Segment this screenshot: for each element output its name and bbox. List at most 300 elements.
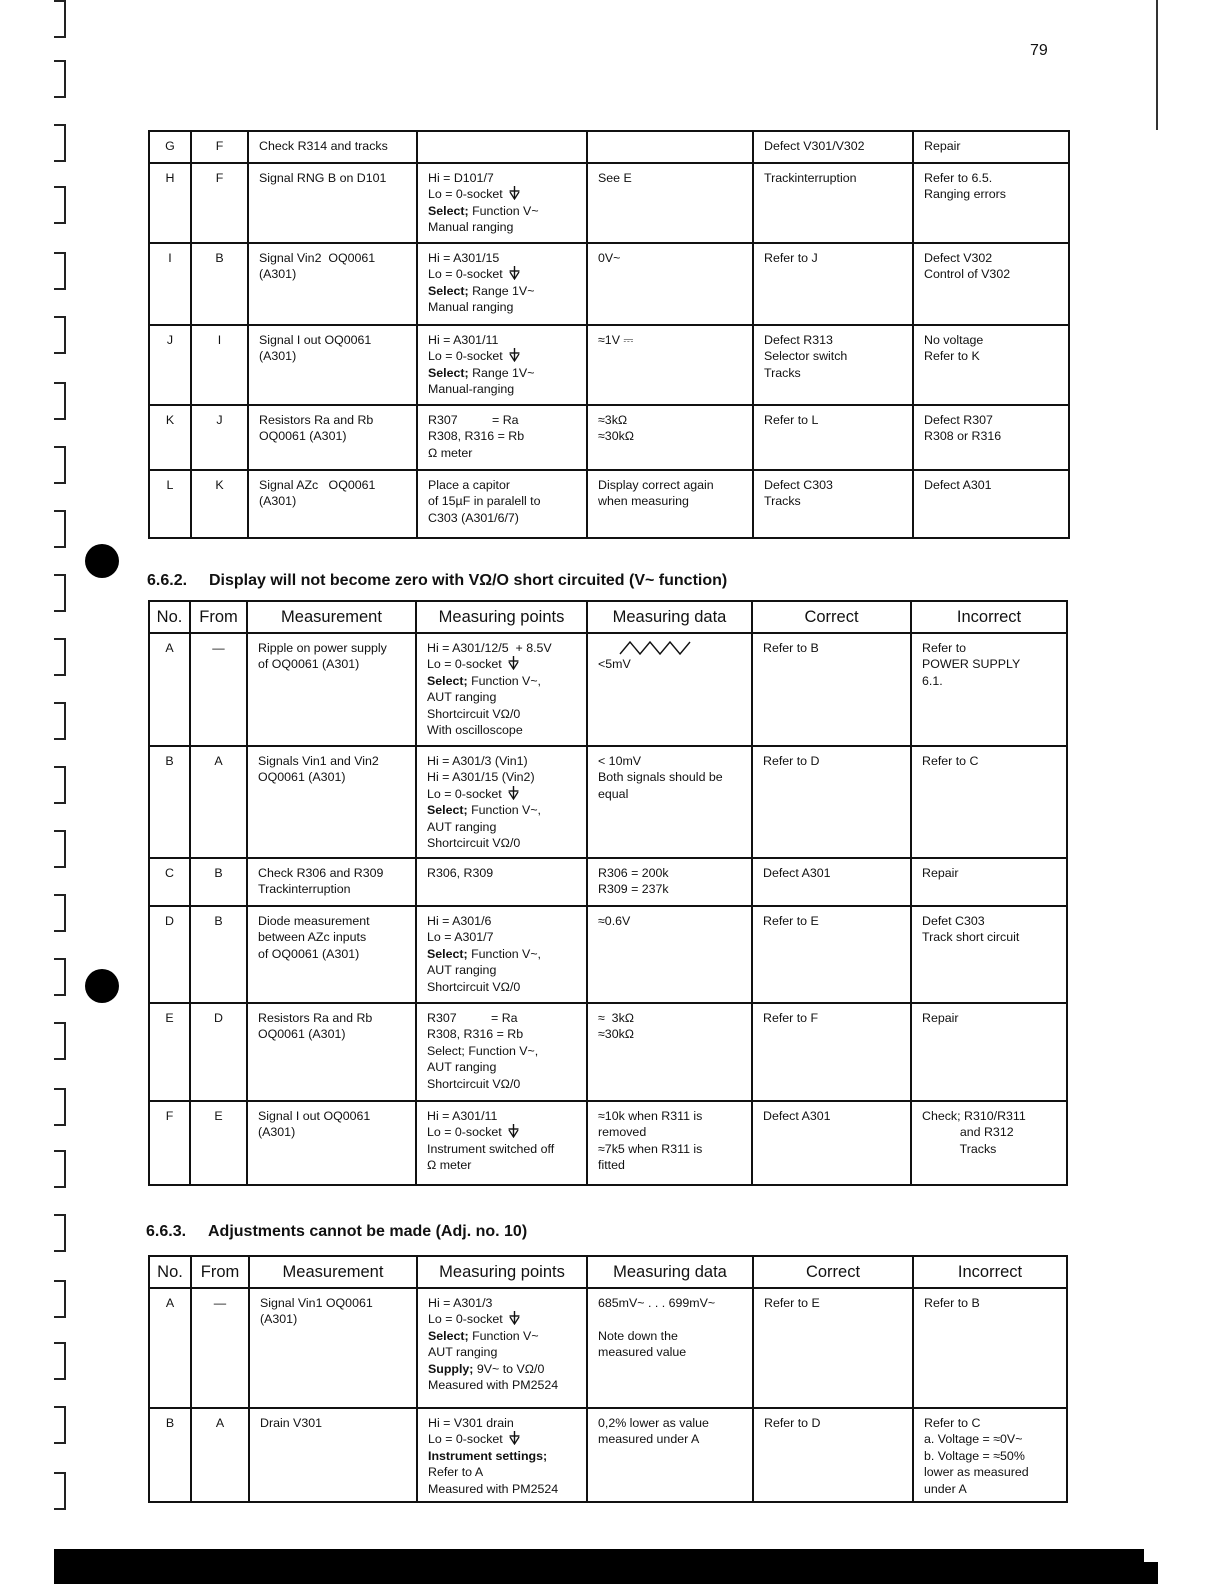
header-measuring-data: Measuring data — [587, 601, 752, 633]
measuring-point-line — [427, 1059, 578, 1075]
measurement-cell — [248, 163, 417, 243]
binder-mark — [54, 1342, 66, 1380]
header-measurement: Measurement — [249, 1256, 417, 1288]
binder-mark — [54, 60, 66, 98]
incorrect-line: Tracks — [922, 1141, 997, 1156]
measuring-point-text: Hi = A301/15 (Vin2) — [427, 770, 535, 785]
measuring-point-text: Instrument switched off — [427, 1141, 555, 1156]
measuring-point-line — [427, 1026, 578, 1042]
binder-mark — [54, 766, 66, 804]
measuring-data-cell — [587, 633, 752, 746]
measuring-point-line — [428, 266, 578, 282]
measurement-cell — [249, 1408, 417, 1502]
header-measuring-points: Measuring points — [416, 601, 587, 633]
table-row — [149, 163, 1069, 243]
step-no-cell: A — [149, 1288, 191, 1408]
measuring-point-line — [427, 946, 578, 962]
measuring-data-cell — [587, 906, 752, 1003]
correct-line: Refer to D — [763, 754, 820, 768]
measuring-point-line — [427, 689, 578, 705]
measurement-line: Check R306 and R309 — [258, 866, 384, 880]
measuring-data-cell — [587, 243, 753, 325]
measuring-point-text: Lo = 0-socket — [427, 786, 502, 801]
correct-line: Defect R313 — [764, 333, 833, 347]
incorrect-cell — [913, 131, 1069, 163]
from-step-cell: I — [191, 325, 248, 405]
measuring-point-text: Shortcircuit VΩ/0 — [427, 1076, 521, 1091]
step-no-cell: G — [149, 131, 191, 163]
incorrect-line: R308 or R316 — [924, 429, 1002, 444]
measurement-line: Resistors Ra and Rb — [258, 1011, 373, 1025]
measuring-data-cell — [587, 163, 753, 243]
incorrect-line: Control of V302 — [924, 267, 1011, 282]
measuring-data-line: 685mV~ . . . 699mV~ — [598, 1296, 716, 1310]
setting-keyword: Select; — [428, 365, 469, 380]
measuring-data-line: removed — [598, 1125, 647, 1140]
measurement-line: (A301) — [259, 267, 297, 282]
measuring-point-line — [427, 640, 578, 656]
measuring-point-line — [428, 1328, 578, 1344]
incorrect-line: Refer to — [922, 641, 967, 655]
measuring-point-line — [427, 769, 578, 785]
ground-symbol-icon — [509, 348, 520, 362]
measuring-point-line — [427, 835, 578, 851]
binder-mark — [54, 1214, 66, 1252]
header-measurement: Measurement — [247, 601, 416, 633]
correct-cell — [752, 1003, 911, 1101]
page-edge-line — [1156, 0, 1158, 130]
correct-line: Tracks — [764, 494, 801, 509]
incorrect-line: and R312 — [922, 1125, 1014, 1140]
binder-mark — [54, 1472, 66, 1510]
measuring-data-line: ≈ 3kΩ — [598, 1011, 635, 1025]
measuring-point-line — [427, 865, 578, 881]
measuring-point-line — [427, 929, 578, 945]
correct-line: Trackinterruption — [764, 171, 857, 185]
measurement-cell — [247, 746, 416, 858]
measuring-point-text: Refer to A — [428, 1465, 484, 1480]
measuring-data-line: Display correct again — [598, 478, 714, 492]
measuring-point-line — [428, 445, 578, 461]
binder-mark — [54, 958, 66, 996]
correct-line: Defect V301/V302 — [764, 139, 865, 153]
measuring-data-line: R306 = 200k — [598, 866, 669, 880]
measuring-data-line: ≈1V ⎓ — [598, 333, 634, 347]
ground-symbol-icon — [508, 656, 519, 670]
measuring-point-line — [427, 1108, 578, 1124]
from-step-cell: F — [191, 163, 248, 243]
correct-line: Refer to E — [763, 914, 819, 928]
correct-cell — [753, 1288, 913, 1408]
table-row — [149, 325, 1069, 405]
measurement-cell — [247, 1003, 416, 1101]
measuring-point-text: Hi = A301/3 — [428, 1296, 493, 1310]
measuring-point-text: Hi = A301/3 (Vin1) — [427, 754, 528, 768]
measuring-data-line: See E — [598, 171, 632, 185]
binder-mark — [54, 446, 66, 484]
measuring-data-cell — [587, 131, 753, 163]
correct-line: Defect A301 — [763, 1109, 831, 1123]
measuring-point-text: Range 1V~ — [468, 283, 535, 298]
measuring-point-line — [427, 819, 578, 835]
measuring-point-text: Function V~, — [467, 946, 541, 961]
correct-cell — [752, 906, 911, 1003]
measuring-point-line — [428, 365, 578, 381]
measuring-data-line: measured under A — [598, 1432, 700, 1447]
step-no-cell: C — [149, 858, 190, 906]
table-row — [149, 906, 1067, 1003]
correct-cell — [752, 633, 911, 746]
measuring-point-line — [427, 913, 578, 929]
measuring-points-cell — [417, 163, 587, 243]
measuring-point-line — [428, 299, 578, 315]
measuring-data-cell — [587, 1101, 752, 1185]
measuring-point-text: Hi = D101/7 — [428, 171, 494, 185]
measurement-line: of OQ0061 (A301) — [258, 657, 360, 672]
measuring-point-text: Lo = A301/7 — [427, 930, 494, 945]
measuring-points-cell — [417, 405, 587, 470]
header-incorrect: Incorrect — [913, 1256, 1067, 1288]
measuring-point-line — [428, 1295, 578, 1311]
correct-cell — [753, 325, 913, 405]
ground-symbol-icon — [509, 266, 520, 280]
measuring-point-line — [428, 219, 578, 235]
measuring-point-text: Select; Function V~, — [427, 1043, 539, 1058]
binder-mark — [54, 124, 66, 162]
setting-keyword: Select; — [427, 803, 468, 818]
table-row — [149, 405, 1069, 470]
correct-cell — [752, 858, 911, 906]
measurement-line: (A301) — [258, 1125, 296, 1140]
incorrect-cell — [911, 746, 1067, 858]
binder-mark — [54, 1280, 66, 1318]
incorrect-line: Defet C303 — [922, 914, 985, 928]
measuring-point-line — [427, 1157, 578, 1173]
measuring-point-line — [428, 1448, 578, 1464]
measuring-point-text: Lo = 0-socket — [428, 267, 503, 282]
correct-line: Tracks — [764, 365, 801, 380]
measuring-data-line: <5mV — [598, 657, 631, 671]
header-measuring-data: Measuring data — [587, 1256, 753, 1288]
correct-line: Selector switch — [764, 349, 848, 364]
incorrect-cell — [913, 163, 1069, 243]
from-step-cell: A — [191, 1408, 249, 1502]
measurement-line: Ripple on power supply — [258, 641, 387, 655]
incorrect-cell — [911, 906, 1067, 1003]
from-step-cell: B — [191, 243, 248, 325]
table-row — [149, 243, 1069, 325]
incorrect-line: Refer to B — [924, 1296, 980, 1310]
measuring-points-cell — [417, 470, 587, 538]
binder-mark — [54, 1150, 66, 1188]
troubleshooting-table-6-6-2 — [148, 600, 1068, 1186]
measurement-line: OQ0061 (A301) — [258, 1027, 346, 1042]
measuring-data-line: Both signals should be — [598, 770, 723, 785]
from-step-cell: B — [190, 858, 247, 906]
measuring-point-line — [427, 786, 578, 802]
incorrect-line: Defect V302 — [924, 251, 993, 265]
measuring-data-line — [598, 1311, 744, 1327]
incorrect-line: POWER SUPPLY — [922, 657, 1021, 672]
measurement-line: Signal I out OQ0061 — [258, 1109, 371, 1123]
measuring-point-line — [427, 1076, 578, 1092]
header-no: No. — [149, 1256, 191, 1288]
incorrect-line: Refer to K — [924, 349, 980, 364]
measurement-line: Signal Vin2 OQ0061 — [259, 251, 376, 265]
measurement-line: Check R314 and tracks — [259, 139, 388, 153]
measuring-point-text: AUT ranging — [427, 1060, 497, 1075]
measuring-data-cell — [587, 746, 752, 858]
incorrect-line: Ranging errors — [924, 187, 1006, 202]
ground-symbol-icon — [508, 1124, 519, 1138]
measuring-data-line: ≈3kΩ — [598, 413, 628, 427]
measurement-line: Trackinterruption — [258, 882, 351, 897]
measuring-data-cell — [587, 470, 753, 538]
measuring-data-line: 0V~ — [598, 251, 621, 265]
correct-line: Refer to B — [763, 641, 819, 655]
measuring-point-line — [428, 1464, 578, 1480]
measuring-point-text: AUT ranging — [427, 963, 497, 978]
measurement-line: Signals Vin1 and Vin2 — [258, 754, 379, 768]
measuring-point-text: AUT ranging — [428, 1345, 498, 1360]
measuring-point-line — [427, 722, 578, 738]
correct-line: Refer to J — [764, 251, 818, 265]
incorrect-line: b. Voltage = ≈50% — [924, 1448, 1025, 1463]
header-no: No. — [149, 601, 190, 633]
correct-cell — [753, 1408, 913, 1502]
measuring-point-text: AUT ranging — [427, 690, 497, 705]
measuring-point-line — [427, 979, 578, 995]
measuring-point-line — [428, 412, 578, 428]
measurement-line: Signal Vin1 OQ0061 — [260, 1296, 373, 1310]
binder-mark — [54, 0, 66, 38]
measuring-point-text: AUT ranging — [427, 819, 497, 834]
measuring-point-line — [428, 1481, 578, 1497]
binder-mark — [54, 830, 66, 868]
measuring-points-cell — [417, 325, 587, 405]
header-correct: Correct — [753, 1256, 913, 1288]
measuring-data-line: ≈7k5 when R311 is — [598, 1141, 703, 1156]
binder-mark — [54, 316, 66, 354]
incorrect-line: Repair — [922, 866, 959, 880]
setting-keyword: Select; — [427, 946, 468, 961]
measuring-point-line — [428, 170, 578, 186]
measuring-point-text: Manual-ranging — [428, 382, 515, 397]
measuring-point-line — [428, 381, 578, 397]
step-no-cell: D — [149, 906, 190, 1003]
from-step-cell: B — [190, 906, 247, 1003]
measuring-point-text: R307 = Ra — [428, 413, 519, 427]
measurement-cell — [248, 243, 417, 325]
measurement-line: (A301) — [259, 349, 297, 364]
binder-mark — [54, 510, 66, 548]
measurement-cell — [247, 633, 416, 746]
measuring-points-cell — [416, 858, 587, 906]
step-no-cell: J — [149, 325, 191, 405]
measuring-point-line — [428, 1361, 578, 1377]
measurement-line: of OQ0061 (A301) — [258, 946, 360, 961]
measuring-point-line — [428, 203, 578, 219]
step-no-cell: B — [149, 746, 190, 858]
continued-table — [148, 130, 1070, 539]
measuring-point-line — [427, 1010, 578, 1026]
binder-mark — [54, 252, 66, 290]
header-incorrect: Incorrect — [911, 601, 1067, 633]
ripple-waveform-icon — [618, 638, 698, 658]
correct-line: Refer to F — [763, 1011, 819, 1025]
correct-cell — [753, 163, 913, 243]
measuring-point-text: Function V~ — [468, 203, 539, 218]
correct-line: Refer to E — [764, 1296, 820, 1310]
measuring-data-line: R309 = 237k — [598, 882, 669, 897]
from-step-cell: — — [191, 1288, 249, 1408]
measuring-point-text: Measured with PM2524 — [428, 1378, 559, 1393]
measuring-point-line — [428, 250, 578, 266]
measuring-points-cell — [416, 1101, 587, 1185]
measuring-data-line: equal — [598, 786, 629, 801]
measuring-point-line — [428, 348, 578, 364]
ground-symbol-icon — [509, 1311, 520, 1325]
measuring-point-line — [428, 477, 578, 493]
measurement-line: Signal I out OQ0061 — [259, 333, 372, 347]
incorrect-line: 6.1. — [922, 673, 943, 688]
table-row — [149, 131, 1069, 163]
measurement-cell — [248, 470, 417, 538]
incorrect-cell — [913, 1408, 1067, 1502]
correct-cell — [753, 470, 913, 538]
measuring-point-text: Lo = 0-socket — [428, 187, 503, 202]
step-no-cell: K — [149, 405, 191, 470]
incorrect-line: a. Voltage = ≈0V~ — [924, 1432, 1023, 1447]
incorrect-cell — [911, 858, 1067, 906]
measuring-point-line — [428, 1311, 578, 1327]
measuring-point-text: Lo = 0-socket — [428, 1312, 503, 1327]
correct-cell — [752, 1101, 911, 1185]
table-row — [149, 858, 1067, 906]
measurement-cell — [248, 405, 417, 470]
measuring-point-line — [428, 283, 578, 299]
measuring-data-line: 0,2% lower as value — [598, 1416, 709, 1430]
measurement-line: Signal RNG B on D101 — [259, 171, 387, 185]
incorrect-line: Repair — [922, 1011, 959, 1025]
measuring-point-text: Lo = 0-socket — [428, 349, 503, 364]
measuring-data-cell — [587, 1408, 753, 1502]
measuring-data-line: fitted — [598, 1158, 625, 1173]
measuring-point-text: Place a capitor — [428, 478, 510, 492]
measuring-point-text: Function V~ — [468, 1328, 539, 1343]
from-step-cell: K — [191, 470, 248, 538]
measuring-point-text: R308, R316 = Rb — [427, 1027, 524, 1042]
measuring-point-line — [427, 706, 578, 722]
measuring-point-text: Hi = A301/15 — [428, 251, 500, 265]
measuring-points-cell — [416, 633, 587, 746]
correct-cell — [753, 131, 913, 163]
step-no-cell: B — [149, 1408, 191, 1502]
table-row — [149, 1101, 1067, 1185]
measuring-data-line: ≈30kΩ — [598, 429, 635, 444]
incorrect-cell — [911, 1003, 1067, 1101]
measuring-points-cell — [417, 131, 587, 163]
measuring-point-text: Function V~, — [467, 673, 541, 688]
ground-symbol-icon — [509, 1431, 520, 1445]
measuring-point-line — [428, 510, 578, 526]
measuring-point-line — [427, 1043, 578, 1059]
measurement-line: Diode measurement — [258, 914, 370, 928]
table-row — [149, 746, 1067, 858]
incorrect-cell — [911, 633, 1067, 746]
ground-symbol-icon — [508, 786, 519, 800]
measuring-points-cell — [417, 1408, 587, 1502]
measuring-point-text: Ω meter — [428, 445, 473, 460]
incorrect-cell — [913, 1288, 1067, 1408]
header-from: From — [190, 601, 247, 633]
table-row — [149, 633, 1067, 746]
setting-keyword: Select; — [428, 203, 469, 218]
header-from: From — [191, 1256, 249, 1288]
binder-mark — [54, 1406, 66, 1444]
measuring-point-line — [427, 962, 578, 978]
measuring-point-text: Hi = A301/11 — [428, 333, 499, 347]
measuring-points-cell — [416, 1003, 587, 1101]
measuring-point-text: C303 (A301/6/7) — [428, 510, 519, 525]
measurement-line: Drain V301 — [260, 1416, 322, 1430]
measuring-points-cell — [417, 1288, 587, 1408]
measuring-data-line: when measuring — [598, 494, 689, 509]
measurement-cell — [248, 131, 417, 163]
from-step-cell: D — [190, 1003, 247, 1101]
incorrect-line: Check; R310/R311 — [922, 1109, 1026, 1123]
measurement-cell — [247, 1101, 416, 1185]
measurement-cell — [247, 858, 416, 906]
incorrect-line: under A — [924, 1481, 967, 1496]
measuring-point-line — [428, 428, 578, 444]
correct-line: Defect A301 — [763, 866, 831, 880]
measuring-data-line: measured value — [598, 1345, 687, 1360]
measuring-point-text: Hi = A301/6 — [427, 914, 492, 928]
incorrect-line: No voltage — [924, 333, 984, 347]
measuring-point-text: Hi = A301/11 — [427, 1109, 498, 1123]
measuring-point-line — [428, 1431, 578, 1447]
measuring-point-text: Manual ranging — [428, 220, 514, 235]
incorrect-line: Refer to C — [922, 754, 979, 768]
measuring-data-cell — [587, 405, 753, 470]
binder-mark — [54, 1022, 66, 1060]
binder-mark — [54, 638, 66, 676]
incorrect-line: lower as measured — [924, 1465, 1029, 1480]
measuring-point-text: Lo = 0-socket — [428, 1432, 503, 1447]
measurement-cell — [249, 1288, 417, 1408]
setting-keyword: Select; — [427, 673, 468, 688]
binder-mark — [54, 894, 66, 932]
measuring-point-text: Lo = 0-socket — [427, 1125, 502, 1140]
table-row — [149, 1003, 1067, 1101]
table-row — [149, 1408, 1067, 1502]
measuring-point-text: Ω meter — [427, 1158, 472, 1173]
measuring-point-line — [427, 753, 578, 769]
setting-keyword: Select; — [428, 1328, 469, 1343]
measuring-point-line — [427, 673, 578, 689]
step-no-cell: I — [149, 243, 191, 325]
measuring-point-line — [428, 1377, 578, 1393]
from-step-cell: E — [190, 1101, 247, 1185]
measuring-point-text: R308, R316 = Rb — [428, 429, 525, 444]
measuring-point-text: R307 = Ra — [427, 1011, 518, 1025]
measuring-point-line — [428, 1415, 578, 1431]
measuring-point-text: Lo = 0-socket — [427, 657, 502, 672]
measuring-data-cell — [587, 858, 752, 906]
measuring-point-text: With oscilloscope — [427, 723, 523, 738]
step-no-cell: F — [149, 1101, 190, 1185]
